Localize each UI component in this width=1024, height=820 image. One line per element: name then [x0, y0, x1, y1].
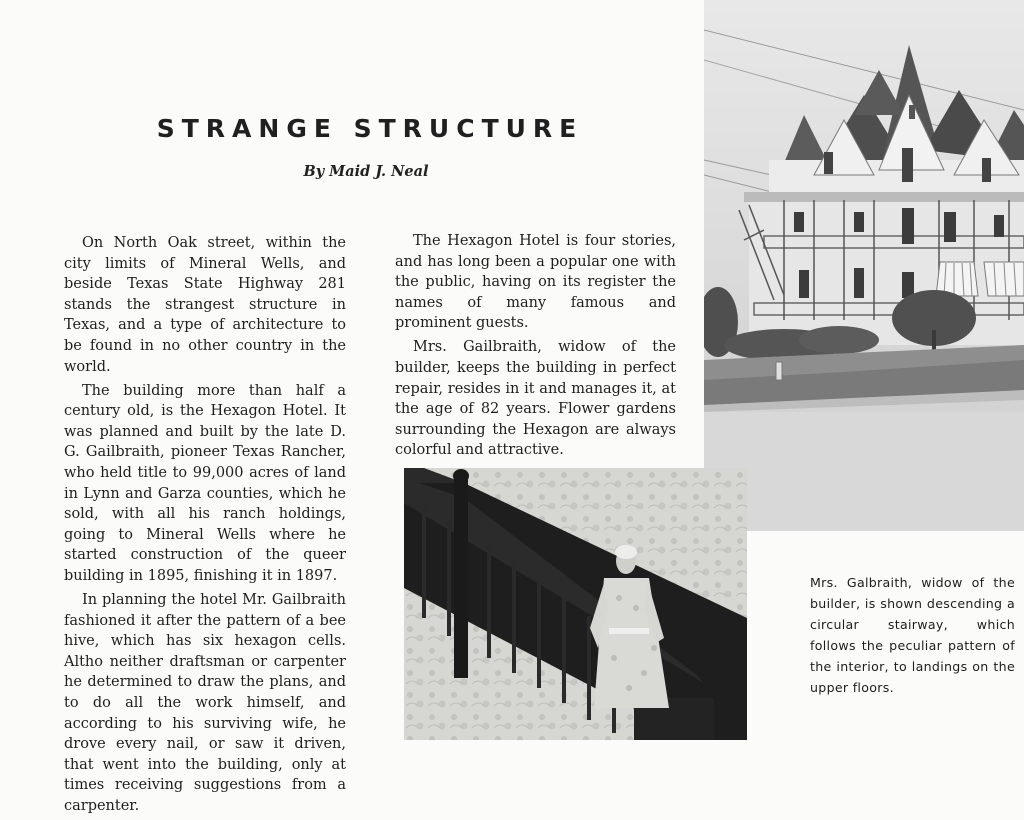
paragraph: Mrs. Gailbraith, widow of the builder, keeps the building in perfect repair, resides in it and manages it, at the age of 82 years. Flower gardens surrounding the Hexagon are always colorful and attractive. [395, 339, 676, 459]
paragraph: On North Oak street, within the city limits of Mineral Wells, and beside Texas State Highway 281 stands the strangest structure in Texas, and a type of architecture to be found in no other country in the world. [64, 235, 346, 375]
paragraph: The building more than half a century old, is the Hexagon Hotel. It was planned and built by the late D. G. Gailbraith, pioneer Texas Rancher, who held title to 99,000 acres of land in Lynn and Garza counties, which he sold, with all his ranch holdings, going to Mineral Wells where he started construction of the queer building in 1895, finishing it in 1897. [64, 382, 346, 584]
article-column-right [395, 231, 676, 465]
article-title: STRANGE STRUCTURE [156, 114, 584, 143]
paragraph: In planning the hotel Mr. Gailbraith fashioned it after the pattern of a bee hive, which has six hexagon cells. Altho neither draftsman or carpenter he determined to draw the plans, and to do all the work himself, and according to his surviving wife, he drove every nail, or saw it driven, that went into the building, only at times receiving suggestions from a carpenter. [64, 592, 346, 815]
paragraph: The Hexagon Hotel is four stories, and has long been a popular one with the public, having on its register the names of many famous and prominent guests. [395, 233, 676, 332]
hexagon-hotel-photo [704, 0, 1024, 531]
photo-caption: Mrs. Galbraith, widow of the builder, is shown descending a circular stairway, which follows the peculiar pattern of the interior, to landings on the upper floors. [810, 575, 1015, 695]
article-column-left [64, 233, 346, 820]
stairway-photo [404, 468, 747, 740]
article-byline: By Maid J. Neal [303, 163, 429, 180]
